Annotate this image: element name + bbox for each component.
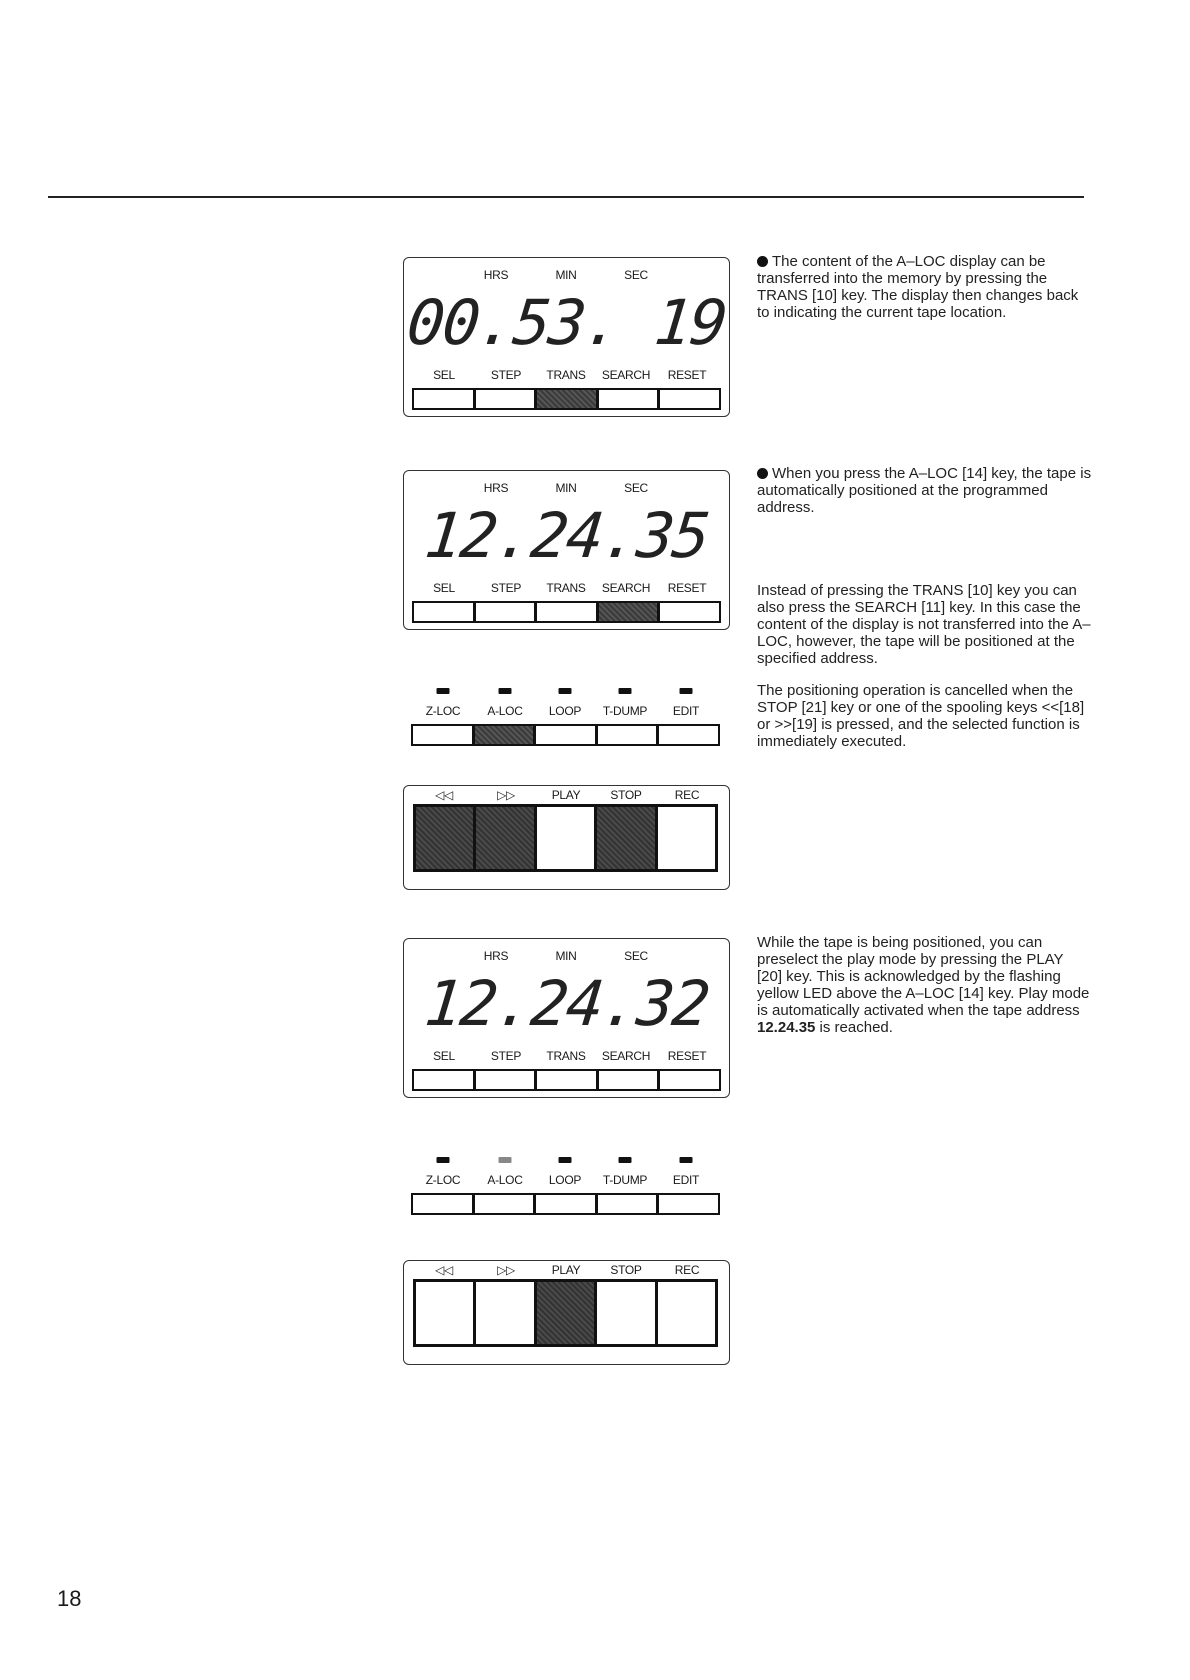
fast-forward-key[interactable] [476,807,533,869]
reset-key[interactable] [660,603,719,621]
top-rule [48,196,1084,198]
trans-key[interactable] [537,603,596,621]
paragraph-5: While the tape is being positioned, you can preselect the play mode by pressing the PLAY [20] key. This is acknowledged by the flashing yellow LED above the A–LOC [14] key. Play mode is automatically activated when the tape address 12.24.35 is reached. [757,934,1090,1036]
function-key-row [412,1069,721,1091]
bullet-icon [757,468,768,479]
transport-key-row [413,804,718,872]
sel-label: SEL [433,368,455,382]
tdump-label: T-DUMP [602,1173,648,1187]
tdump-label: T-DUMP [602,704,648,718]
transport-panel-1 [403,785,730,890]
rec-key[interactable] [658,1282,715,1344]
play-label: PLAY [551,788,581,802]
trans-label: TRANS [546,1049,586,1063]
rewind-key[interactable] [416,1282,473,1344]
time-readout: 00.53. 19 [403,286,730,359]
time-readout: 12.24.32 [421,967,712,1040]
loop-label: LOOP [548,1173,582,1187]
aloc-label: A-LOC [487,1173,523,1187]
play-key[interactable] [537,1282,594,1344]
aloc-label: A-LOC [487,704,523,718]
step-label: STEP [490,581,522,595]
loop-label: LOOP [548,704,582,718]
bullet-icon [757,256,768,267]
sel-key[interactable] [414,390,473,408]
transport-panel-2 [403,1260,730,1365]
display-panel-1 [403,257,730,417]
reset-key[interactable] [660,1071,719,1089]
step-label: STEP [490,368,522,382]
step-key[interactable] [476,603,535,621]
edit-key[interactable] [659,726,718,744]
search-label: SEARCH [601,1049,651,1063]
edit-led [680,1157,693,1163]
paragraph-2: When you press the A–LOC [14] key, the tape is automatically positioned at the programmed address. [757,465,1092,516]
aloc-led [499,688,512,694]
reset-label: RESET [667,368,707,382]
fast-forward-label: ▷▷ [497,788,515,802]
zloc-led [437,688,450,694]
paragraph-4: The positioning operation is cancelled when the STOP [21] key or one of the spooling keys <<[18] or >>[19] is pressed, and the selected function is immediately executed. [757,682,1085,750]
search-label: SEARCH [601,368,651,382]
loop-led [559,688,572,694]
reset-label: RESET [667,581,707,595]
trans-key[interactable] [537,390,596,408]
paragraph-3: Instead of pressing the TRANS [10] key you can also press the SEARCH [11] key. In this case the content of the display is not transferred into the A–LOC, however, the tape will be positioned at the specified address. [757,582,1091,667]
search-key[interactable] [599,390,658,408]
step-key[interactable] [476,1071,535,1089]
stop-label: STOP [610,788,642,802]
min-label: MIN [555,949,577,963]
sel-label: SEL [433,581,455,595]
hrs-label: HRS [483,949,509,963]
edit-label: EDIT [672,1173,700,1187]
page-number: 18 [57,1586,82,1611]
reset-label: RESET [667,1049,707,1063]
trans-key[interactable] [537,1071,596,1089]
stop-key[interactable] [597,807,654,869]
sel-key[interactable] [414,603,473,621]
function-key-row [412,388,721,410]
zloc-led [437,1157,450,1163]
transport-key-row [413,1279,718,1347]
fast-forward-key[interactable] [476,1282,533,1344]
sec-label: SEC [624,949,648,963]
sec-label: SEC [624,481,648,495]
loop-key[interactable] [536,726,595,744]
locator-key-row [411,1193,720,1215]
locator-row-1 [403,688,728,768]
zloc-label: Z-LOC [425,704,461,718]
zloc-label: Z-LOC [425,1173,461,1187]
loop-led [559,1157,572,1163]
tdump-led [619,688,632,694]
edit-led [680,688,693,694]
tdump-led [619,1157,632,1163]
aloc-key[interactable] [475,1195,534,1213]
display-panel-2 [403,470,730,630]
sec-label: SEC [624,268,648,282]
tdump-key[interactable] [598,1195,657,1213]
rewind-label: ◁◁ [435,1263,453,1277]
edit-key[interactable] [659,1195,718,1213]
search-key[interactable] [599,1071,658,1089]
function-key-row [412,601,721,623]
min-label: MIN [555,481,577,495]
hrs-label: HRS [483,481,509,495]
rewind-key[interactable] [416,807,473,869]
locator-key-row [411,724,720,746]
trans-label: TRANS [546,581,586,595]
aloc-led-flashing [499,1157,512,1163]
locator-row-2 [403,1157,728,1237]
rec-label: REC [674,788,700,802]
search-key[interactable] [599,603,658,621]
rec-label: REC [674,1263,700,1277]
hrs-label: HRS [483,268,509,282]
play-label: PLAY [551,1263,581,1277]
play-key[interactable] [537,807,594,869]
trans-label: TRANS [546,368,586,382]
aloc-key[interactable] [475,726,534,744]
time-readout: 12.24.35 [421,499,712,572]
loop-key[interactable] [536,1195,595,1213]
display-panel-3 [403,938,730,1098]
paragraph-1: The content of the A–LOC display can be transferred into the memory by pressing the TRANS [10] key. The display then changes back to indicating the current tape location. [757,253,1079,321]
rec-key[interactable] [658,807,715,869]
sel-key[interactable] [414,1071,473,1089]
zloc-key[interactable] [413,1195,472,1213]
stop-label: STOP [610,1263,642,1277]
zloc-key[interactable] [413,726,472,744]
step-label: STEP [490,1049,522,1063]
reset-key[interactable] [660,390,719,408]
fast-forward-label: ▷▷ [497,1263,515,1277]
stop-key[interactable] [597,1282,654,1344]
tdump-key[interactable] [598,726,657,744]
search-label: SEARCH [601,581,651,595]
step-key[interactable] [476,390,535,408]
rewind-label: ◁◁ [435,788,453,802]
edit-label: EDIT [672,704,700,718]
min-label: MIN [555,268,577,282]
sel-label: SEL [433,1049,455,1063]
